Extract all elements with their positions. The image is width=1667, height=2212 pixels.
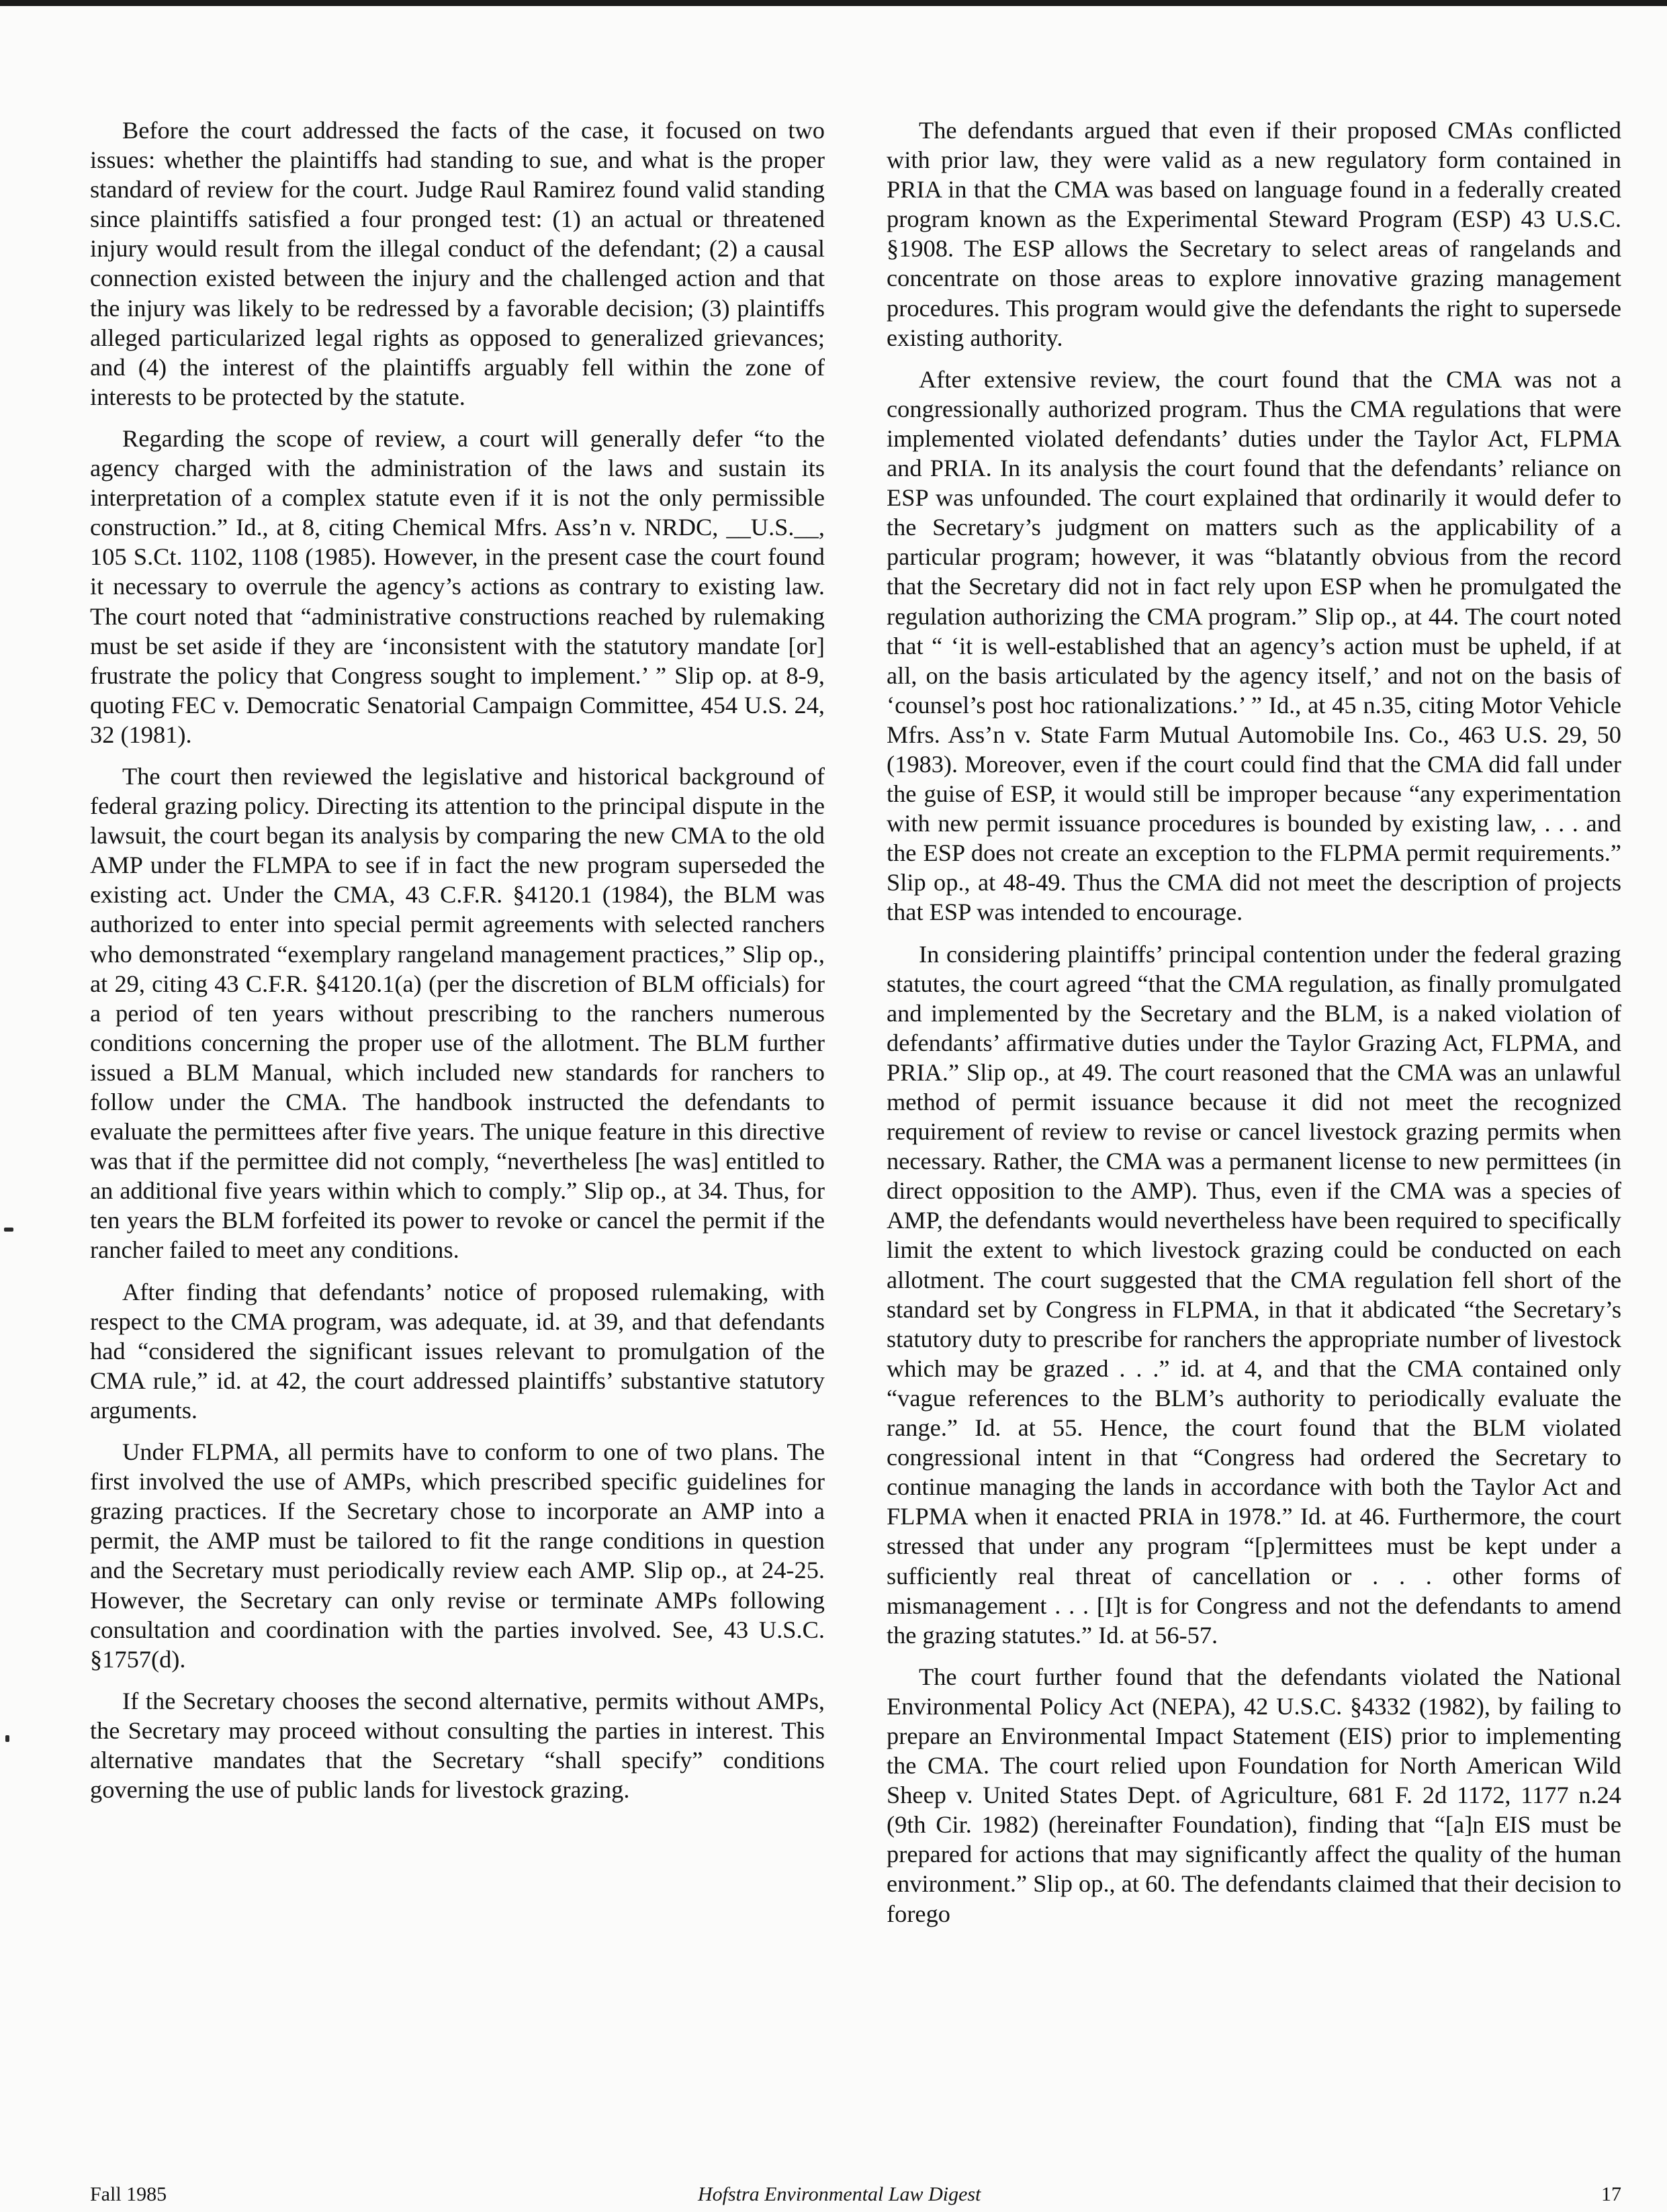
paragraph-rulemaking-notice: After finding that defendants’ notice of proposed rulemaking, with respect to the CMA program, was adequate, id. at 39, and that defendants had “considered the significant issues relevant to promulgation of the CMA rule,” id. at 42, the court addressed plaintiffs’ substantive statutory arguments.	[90, 1278, 825, 1424]
margin-scan-mark	[4, 1228, 13, 1232]
right-column	[887, 116, 1621, 1941]
footer-page-number: 17	[1601, 2183, 1621, 2205]
paragraph-standing: Before the court addressed the facts of the case, it focused on two issues: whether the plaintiffs had standing to sue, and what is the proper standard of review for the court. Judge Raul Ramirez found valid standing since plaintiffs satisfied a four pronged test: (1) an actual or threatened injury would result from the illegal conduct of the defendant; (2) a causal connection existed between the injury and the challenged action and that the injury was likely to be redressed by a favorable decision; (3) plaintiffs alleged particularized legal rights as opposed to generalized grievances; and (4) the interest of the plaintiffs arguably fell within the zone of interests to be protected by the statute.	[90, 117, 825, 410]
paragraph-flpma-plans: Under FLPMA, all permits have to conform to one of two plans. The first involved the use of AMPs, which prescribed specific guidelines for grazing practices. If the Secretary chose to incorporate an AMP into a permit, the AMP must be tailored to fit the range conditions in question and the Secretary must periodically review each AMP. Slip op., at 24-25. However, the Secretary can only revise or terminate AMPs following consultation and coordination with the parties involved. See, 43 U.S.C. §1757(d).	[90, 1438, 825, 1673]
margin-scan-mark	[5, 1735, 9, 1742]
footer-issue: Fall 1985	[90, 2183, 167, 2205]
page-top-rule	[0, 0, 1667, 6]
paragraph-esp-review: After extensive review, the court found that the CMA was not a congressionally authorized program. Thus the CMA regulations that were implemented violated defendants’ duties under the Taylor Act, FLPMA and PRIA. In its analysis the court found that the defendants’ reliance on ESP was unfounded. The court explained that ordinarily it would defer to the Secretary’s judgment on matters such as the applicability of a particular program; however, it was “blatantly obvious from the record that the Secretary did not in fact rely upon ESP when he promulgated the regulation authorizing the CMA program.” Slip op., at 44. The court noted that “ ‘it is well-established that an agency’s action must be upheld, if at all, on the basis articulated by the agency itself,’ and not on the basis of ‘counsel’s post hoc rationalizations.’ ” Id., at 45 n.35, citing Motor Vehicle Mfrs. Ass’n v. State Farm Mutual Automobile Ins. Co., 463 U.S. 29, 50 (1983). Moreover, even if the court could find that the CMA did fall under the guise of ESP, it would still be improper because “any experimentation with new permit issuance procedures is bounded by existing law, . . . and the ESP does not create an exception to the FLPMA permit requirements.” Slip op., at 48-49. Thus the CMA did not meet the description of projects that ESP was intended to encourage.	[887, 365, 1621, 926]
footer-publication: Hofstra Environmental Law Digest	[698, 2183, 981, 2205]
paragraph-esp-argument: The defendants argued that even if their proposed CMAs conflicted with prior law, they were valid as a new regulatory form contained in PRIA in that the CMA was based on language found in a federally created program known as the Experimental Steward Program (ESP) 43 U.S.C. §1908. The ESP allows the Secretary to select areas of rangelands and concentrate on those areas to explore innovative grazing management procedures. This program would give the defendants the right to supersede existing authority.	[887, 117, 1621, 351]
paragraph-grazing-background: The court then reviewed the legislative and historical background of federal grazing policy. Directing its attention to the principal dispute in the lawsuit, the court began its analysis by comparing the new CMA to the old AMP under the FLMPA to see if in fact the new program superseded the existing act. Under the CMA, 43 C.F.R. §4120.1 (1984), the BLM was authorized to enter into special permit agreements with selected ranchers who demonstrated “exemplary rangeland management practices,” Slip op., at 29, citing 43 C.F.R. §4120.1(a) (per the discretion of BLM officials) for a period of ten years without prescribing to the ranchers numerous conditions concerning the proper use of the allotment. The BLM further issued a BLM Manual, which included new standards for ranchers to follow under the CMA. The handbook instructed the defendants to evaluate the permittees after five years. The unique feature in this directive was that if the permittee did not comply, “nevertheless [he was] entitled to an additional five years within which to comply.” Slip op., at 34. Thus, for ten years the BLM forfeited its power to revoke or cancel the permit if the rancher failed to meet any conditions.	[90, 762, 825, 1264]
paragraph-scope-of-review: Regarding the scope of review, a court will generally defer “to the agency charged with the administration of the laws and sustain its interpretation of a complex statute even if it is not the only permissible construction.” Id., at 8, citing Chemical Mfrs. Ass’n v. NRDC, __U.S.__, 105 S.Ct. 1102, 1108 (1985). However, in the present case the court found it necessary to overrule the agency’s actions as contrary to existing law. The court noted that “administrative constructions reached by rulemaking must be set aside if they are ‘inconsistent with the statutory mandate [or] frustrate the policy that Congress sought to implement.’ ” Slip op. at 8-9, quoting FEC v. Democratic Senatorial Campaign Committee, 454 U.S. 24, 32 (1981).	[90, 424, 825, 748]
paragraph-second-alternative: If the Secretary chooses the second alternative, permits without AMPs, the Secretary may proceed without consulting the parties in interest. This alternative mandates that the Secretary “shall specify” conditions governing the use of public lands for livestock grazing.	[90, 1687, 825, 1804]
paragraph-statutory-violation: In considering plaintiffs’ principal contention under the federal grazing statutes, the court agreed “that the CMA regulation, as finally promulgated and implemented by the Secretary and the BLM, is a naked violation of defendants’ affirmative duties under the Taylor Grazing Act, FLPMA, and PRIA.” Slip op., at 49. The court reasoned that the CMA was an unlawful method of permit issuance because it did not meet the recognized requirement of review to revise or cancel livestock grazing permits when necessary. Rather, the CMA was a permanent license to new permittees (in direct opposition to the AMP). Thus, even if the CMA was a species of AMP, the defendants would nevertheless have been required to specifically limit the extent to which livestock grazing could be conducted on each allotment. The court suggested that the CMA regulation fell short of the standard set by Congress in FLPMA, in that it abdicated “the Secretary’s statutory duty to prescribe for ranchers the appropriate number of livestock which may be grazed . . .” id. at 4, and that the CMA contained only “vague references to the BLM’s authority to periodically evaluate the range.” Id. at 55. Hence, the court found that the BLM violated congressional intent in that “Congress had ordered the Secretary to continue managing the lands in accordance with both the Taylor Act and FLPMA when it enacted PRIA in 1978.” Id. at 46. Furthermore, the court stressed that under any program “[p]ermittees must be kept under a sufficiently real threat of cancellation or . . . other forms of mismanagement . . . [I]t is for Congress and not the defendants to amend the grazing statutes.” Id. at 56-57.	[887, 940, 1621, 1649]
paragraph-nepa: The court further found that the defendants violated the National Environmental Policy Act (NEPA), 42 U.S.C. §4332 (1982), by failing to prepare an Environmental Impact Statement (EIS) prior to implementing the CMA. The court relied upon Foundation for North American Wild Sheep v. United States Dept. of Agriculture, 681 F. 2d 1172, 1177 n.24 (9th Cir. 1982) (hereinafter Foundation), finding that “[a]n EIS must be prepared for actions that may significantly affect the quality of the human environment.” Slip op., at 60. The defendants claimed that their decision to forego	[887, 1663, 1621, 1927]
left-column	[90, 116, 825, 1816]
